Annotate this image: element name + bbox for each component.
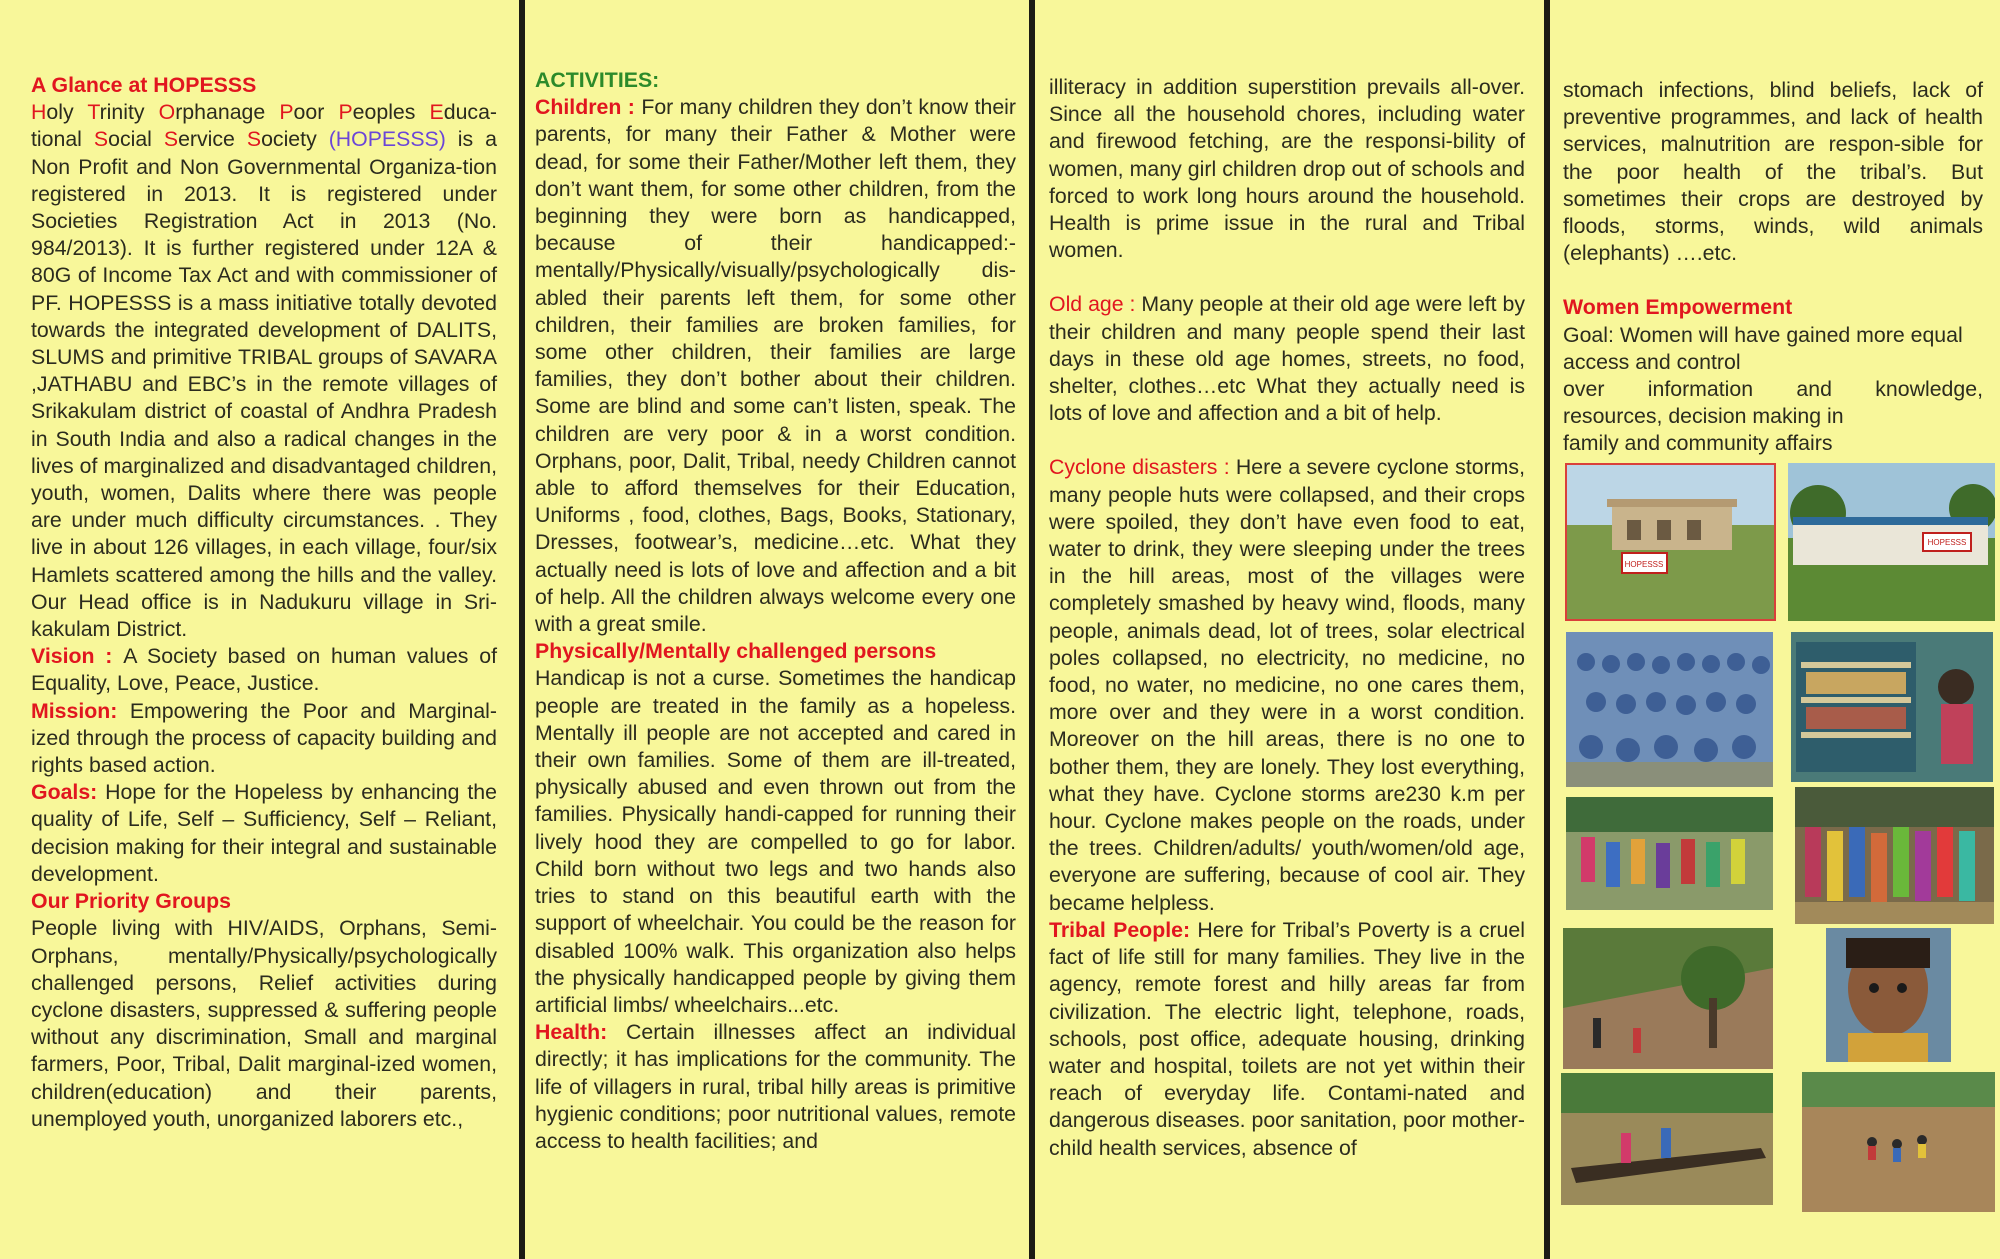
photo-women-circle — [1566, 797, 1773, 910]
goals-text: Hope for the Hopeless by enhancing the quality of Life, Self – Sufficiency, Self – Reliant, decision making for their integral and sustainable development. — [31, 780, 497, 886]
women-goal-line-1: Goal: Women will have gained more equal access and control — [1563, 322, 1963, 374]
column-issues — [1035, 0, 1544, 1259]
women-goal-line-2: over information and knowledge, — [1563, 377, 1983, 402]
glance-intro — [31, 99, 497, 643]
mission-paragraph — [31, 698, 497, 780]
photo-flood-water — [1802, 1072, 1995, 1212]
challenged-text: Handicap is not a curse. Sometimes the handicap people are treated in the family as a hopeless. Mentally ill people are not accepted and cared in their own families. Some of them are ill-treated, physically abused and even thrown out from the families. Physically handi-capped for running their lively hood they are compelled to go for labor. Child born without two legs and two hands also tries to stand on this beautiful earth with the support of wheelchair. You could be the reason for disabled 100% walk. This organization also helps the physically handicapped people by giving them artificial limbs/ wheelchairs...etc. — [535, 666, 1016, 1017]
photo-hill-farming — [1563, 928, 1773, 1069]
name-word-rest-7: ervice — [178, 127, 247, 152]
cyclone-label: Cyclone disasters : — [1049, 455, 1236, 480]
column-women — [1550, 0, 2000, 1259]
name-word-rest-5: duca-tional — [31, 100, 498, 152]
name-initial-7: S — [163, 127, 179, 152]
health-label: Health: — [535, 1020, 627, 1045]
column-glance — [0, 0, 519, 1259]
name-initial-4: P — [338, 100, 353, 125]
health-paragraph — [535, 1019, 1016, 1155]
spacer — [1049, 427, 1525, 454]
spacer — [1049, 264, 1525, 291]
sign-text-1: HOPESSS — [1624, 560, 1664, 569]
vision-text: A Society based on human values of Equality, Love, Peace, Justice. — [31, 644, 497, 696]
children-paragraph — [535, 94, 1016, 638]
photo-boat-river — [1561, 1073, 1773, 1205]
tribal-label: Tribal People: — [1049, 917, 1198, 942]
activities-title: ACTIVITIES: — [535, 68, 660, 92]
mission-text: Empowering the Poor and Marginal-ized through the process of capacity building and rights based action. — [31, 698, 497, 778]
women-goal-line-4: family and community affairs — [1563, 431, 1833, 456]
cyclone-paragraph — [1049, 454, 1525, 916]
health-continued: illiteracy in addition superstition prevails all-over. Since all the household chores, including water and firewood fetching, are the responsi-bility of women, many girl children drop out of schools and forced to work long hours around the household. Health is prime issue in the rural and Tribal women. — [1049, 75, 1525, 263]
name-word-rest-0: oly — [46, 100, 88, 125]
children-text: For many children they don’t know their parents, for many their Father & Mother were dead, for some their Father/Mother left them, they don’t want them, for some other children, from the beginning they were born as handicapped, because of their handicapped:-mentally/Physically/visually/psychologically dis-abled their parents left them, for some other children, their families are broken families, for some other children, their families are large families, they don’t bother about their children. Some are blind and some can’t listen, speak. The children are very poor & in a worst condition. Orphans, poor, Dalit, Tribal, needy Children cannot able to afford themselves for their Education, Uniforms , food, clothes, Bags, Books, Stationary, Dresses, footwear’s, medicine…etc. What they actually need is lots of love and affection and a bit of help. All the children always welcome every one with a great smile. — [535, 95, 1016, 637]
oldage-text: Many people at their old age were left by their children and many people spend their last days in these old age homes, streets, no food, shelter, clothes…etc What they actually need is lots of love and affection and a bit of help. — [1049, 292, 1526, 426]
cyclone-text: Here a severe cyclone storms, many people huts were collapsed, and their crops were spoiled, they don’t have even food to eat, water to drink, they were sleeping under the trees in the hill areas, most of the villages were completely smashed by heavy wind, floods, many people, animals dead, lot of trees, solar electrical poles collapsed, no electricity, no medicine, no food, no water, no medicine, no one cares them, more over and they were in a worst condition. Moreover on the hill areas, there is no one to bother them, they are lonely. They lost everything, what they have. Cyclone storms are230 k.m per hour. Cyclone makes people on the roads, under the trees. Children/adults/ youth/women/old age, everyone are suffering, because of cool air. They became helpless. — [1049, 455, 1525, 915]
name-initial-5: E — [429, 100, 444, 125]
priority-title: Our Priority Groups — [31, 889, 231, 914]
spacer — [1563, 267, 1983, 294]
women-goal-line-3: resources, decision making in — [1563, 404, 1844, 429]
tribal-paragraph — [1049, 917, 1525, 1162]
photo-office-building — [1565, 463, 1776, 621]
name-initial-1: T — [87, 100, 100, 125]
children-label: Children : — [535, 95, 642, 120]
photo-women-meeting — [1795, 787, 1994, 924]
tribal-text: Here for Tribal’s Poverty is a cruel fact of life still for many families. They live in the agency, remote forest and hilly areas far from civilization. The electric light, telephone, roads, schools, post office, adequate housing, drinking water and hospital, toilets are not yet within their reach of everyday life. Contami-nated and dangerous diseases. poor sanitation, poor mother-child health services, absence of — [1049, 917, 1525, 1160]
name-initial-6: S — [93, 127, 109, 152]
goals-paragraph — [31, 779, 497, 888]
name-word-rest-3: oor — [293, 100, 339, 125]
name-word-rest-2: rphanage — [175, 100, 280, 125]
health-text: Certain illnesses affect an individual directly; it has implications for the community. The life of villagers in rural, tribal hilly areas is primitive hygienic conditions; poor nutritional values, remote access to health facilities; and — [535, 1020, 1016, 1153]
name-initial-3: P — [279, 100, 294, 125]
tribal-continued: stomach infections, blind beliefs, lack of preventive programmes, and lack of health services, malnutrition are respon-sible for the poor health of the tribal’s. But sometimes their crops are destroyed by floods, storms, winds, wild animals (elephants) ….etc. — [1563, 78, 1983, 266]
women-title: Women Empowerment — [1563, 295, 1793, 320]
name-word-rest-6: ocial — [108, 127, 164, 152]
vision-label: Vision : — [31, 644, 124, 669]
challenged-title: Physically/Mentally challenged persons — [535, 639, 937, 664]
name-initial-0: H — [31, 100, 47, 125]
name-initial-8: S — [246, 127, 262, 152]
photo-children-group — [1566, 632, 1773, 787]
sign-text-2: HOPESSS — [1927, 538, 1967, 547]
photo-child-portrait — [1826, 928, 1951, 1062]
oldage-paragraph — [1049, 291, 1525, 427]
oldage-label: Old age : — [1049, 292, 1142, 317]
priority-text: People living with HIV/AIDS, Orphans, Semi-Orphans, mentally/Physically/psychologically challenged persons, Relief activities during cyclone disasters, suppressed & suffering people without any discrimination, Small and marginal farmers, Poor, Tribal, Dalit marginal-ized women, children(education) and their parents, unemployed youth, unorganized laborers etc., — [31, 916, 497, 1131]
name-word-rest-1: rinity — [99, 100, 159, 125]
glance-title: A Glance at HOPESSS — [31, 73, 257, 97]
vision-paragraph — [31, 643, 497, 697]
photo-handicapped-home — [1788, 463, 1995, 621]
intro-text: is a Non Profit and Non Governmental Organiza-tion registered in 2013. It is registered under Societies Registration Act in 2013 (No. 984/2013). It is further registered under 12A & 80G of Income Tax Act and with commissioner of PF. HOPESSS is a mass initiative totally devoted towards the integrated development of DALITS, SLUMS and primitive TRIBAL groups of SAVARA ,JATHABU and EBC’s in the remote villages of Srikakulam district of coastal of Andhra Pradesh in South India and also a radical changes in the lives of marginalized and disadvantaged children, youth, women, Dalits where there was people are under much difficulty circumstances. . They live in about 126 villages, in each village, four/six Hamlets scattered among the hills and the valley. Our Head office is in Nadukuru village in Sri-kakulam District. — [31, 127, 497, 642]
name-word-rest-4: eoples — [352, 100, 430, 125]
name-word-rest-8: ociety — [261, 127, 329, 152]
name-initial-2: O — [158, 100, 176, 125]
photo-library-shelves — [1791, 632, 1993, 782]
organization-abbr: (HOPESSS) — [328, 127, 446, 152]
column-activities — [525, 0, 1029, 1259]
goals-label: Goals: — [31, 780, 106, 805]
mission-label: Mission: — [31, 698, 130, 723]
